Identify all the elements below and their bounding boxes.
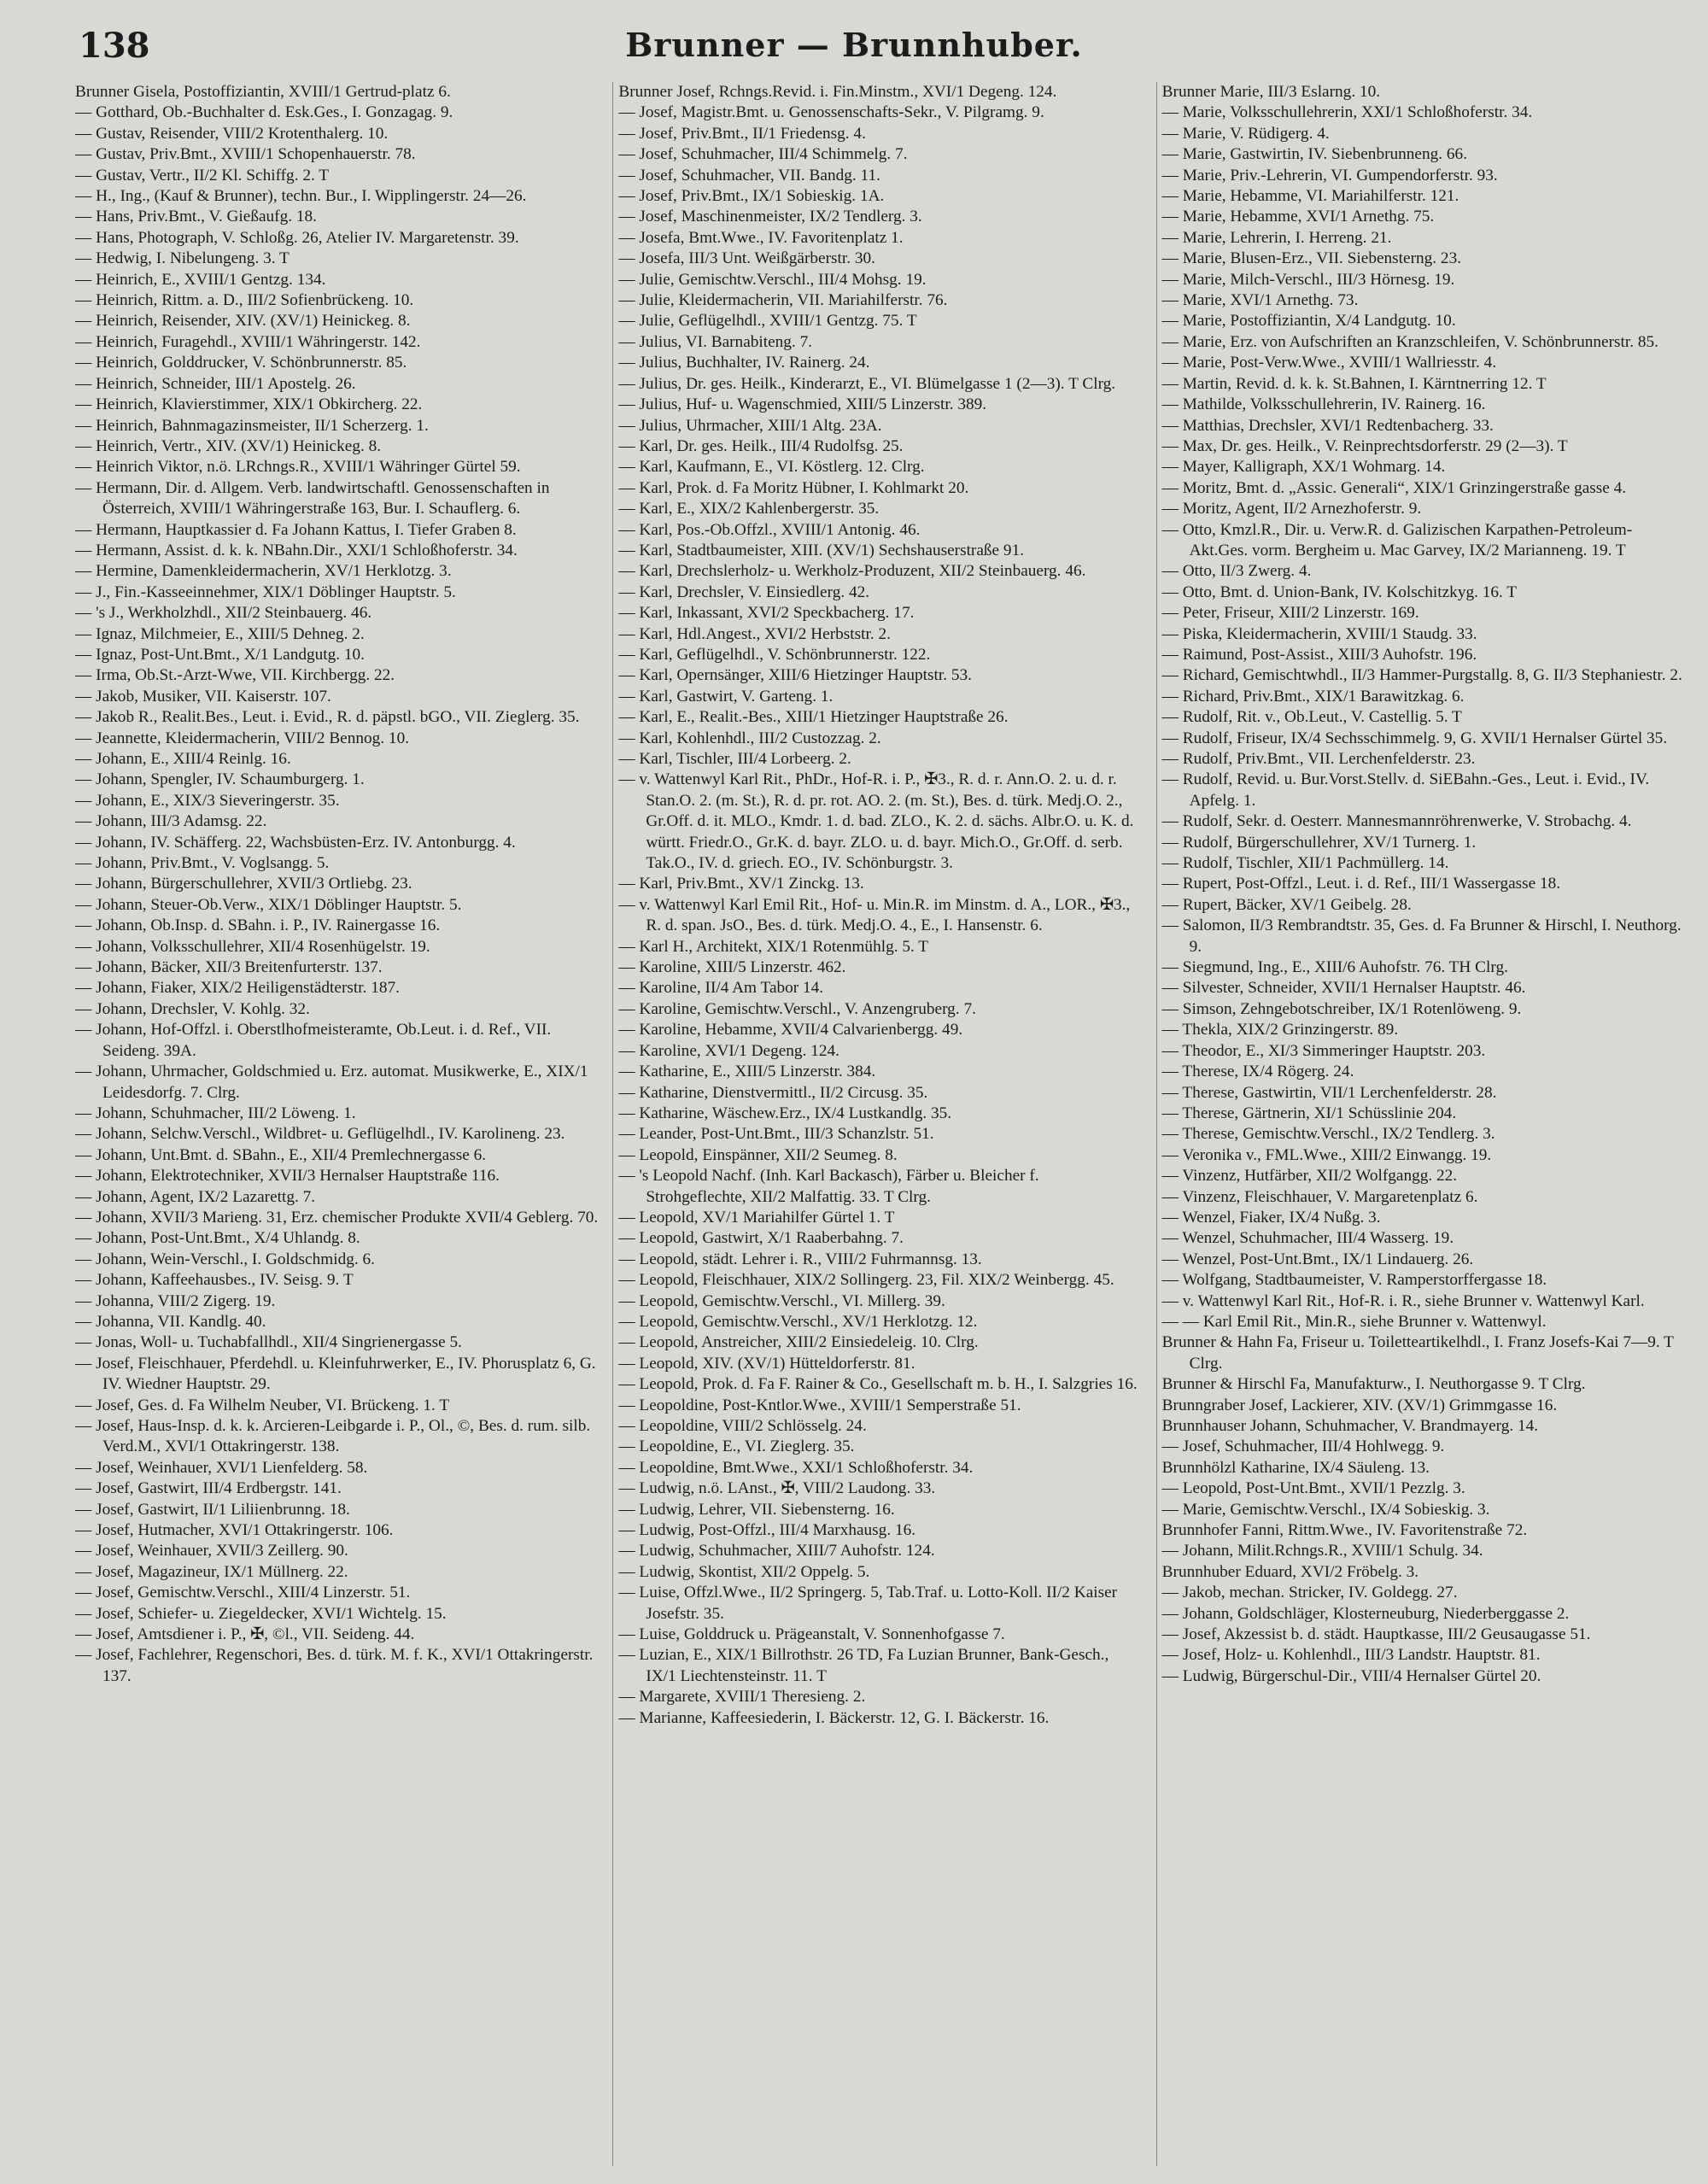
directory-entry: — Julius, Buchhalter, IV. Rainerg. 24. (618, 354, 870, 372)
directory-entry: — Johann, III/3 Adamsg. 22. (75, 812, 267, 831)
directory-entry: — Karl, Priv.Bmt., XV/1 Zinckg. 13. (618, 875, 864, 893)
directory-entry: — Jakob, mechan. Stricker, IV. Goldegg. 27. (1161, 1584, 1458, 1602)
directory-entry: Brunnhuber Eduard, XVI/2 Fröbelg. 3. (1161, 1562, 1419, 1581)
directory-entry: — Julie, Gemischtw.Verschl., III/4 Mohsg. 19. (618, 270, 927, 289)
directory-entry: — Karl, Gastwirt, V. Garteng. 1. (618, 687, 834, 706)
directory-entry: — Johanna, VIII/2 Zigerg. 19. (75, 1291, 276, 1310)
directory-entry: — Karl, E., Realit.-Bes., XIII/1 Hietzinger Hauptstraße 26. (618, 708, 1009, 727)
directory-entry: — Marie, Hebamme, VI. Mariahilferstr. 121. (1161, 187, 1459, 206)
directory-entry: — Heinrich, Golddrucker, V. Schönbrunnerstr. 85. (75, 354, 407, 372)
directory-entry: — Heinrich, Schneider, III/1 Apostelg. 26. (75, 374, 356, 393)
directory-entry: — Rudolf, Friseur, IX/4 Sechsschimmelg. 9, G. XVII/1 Hernalser Gürtel 35. (1161, 729, 1668, 747)
directory-entry: Brunner Marie, III/3 Eslarng. 10. (1161, 83, 1381, 101)
directory-entry: — Hans, Priv.Bmt., V. Gießaufg. 18. (75, 208, 317, 226)
directory-entry: — Johann, Unt.Bmt. d. SBahn., E., XII/4 Premlechnergasse 6. (75, 1145, 487, 1164)
directory-entry: — Gotthard, Ob.-Buchhalter d. Esk.Ges., I. Gonzagag. 9. (75, 103, 453, 122)
directory-entry: — Josef, Priv.Bmt., IX/1 Sobieskig. 1A. (618, 187, 885, 206)
directory-entry: — Johann, Kaffeehausbes., IV. Seisg. 9. T (75, 1271, 354, 1290)
directory-entry: — Karoline, XIII/5 Linzerstr. 462. (618, 958, 846, 977)
directory-entry: — Johann, IV. Schäfferg. 22, Wachsbüsten-Erz. IV. Antonburgg. 4. (75, 833, 516, 852)
directory-entry: — Johann, Drechsler, V. Kohlg. 32. (75, 999, 310, 1018)
directory-entry: — Leopoldine, Bmt.Wwe., XXI/1 Schloßhoferstr. 34. (618, 1458, 974, 1477)
directory-entry: — Ignaz, Milchmeier, E., XIII/5 Dehneg. 2. (75, 624, 365, 643)
directory-entry: — Wenzel, Fiaker, IX/4 Nußg. 3. (1161, 1208, 1381, 1227)
directory-entry: — Margarete, XVIII/1 Theresieng. 2. (618, 1688, 866, 1707)
directory-entry: — Karl, Drechslerholz- u. Werkholz-Produzent, XII/2 Steinbauerg. 46. (618, 562, 1086, 581)
column-3 (1156, 82, 1686, 2166)
directory-entry: — Julius, VI. Barnabiteng. 7. (618, 332, 813, 351)
directory-entry: — Karl H., Architekt, XIX/1 Rotenmühlg. 5. T (618, 937, 929, 956)
directory-entry: — Marie, Hebamme, XVI/1 Arnethg. 75. (1161, 208, 1435, 226)
directory-entry: — Karl, Prok. d. Fa Moritz Hübner, I. Kohlmarkt 20. (618, 478, 969, 497)
directory-entry: — Julius, Uhrmacher, XIII/1 Altg. 23A. (618, 416, 882, 435)
directory-entry: Brunnhofer Fanni, Rittm.Wwe., IV. Favoritenstraße 72. (1161, 1521, 1528, 1540)
directory-entry: — Karl, Pos.-Ob.Offzl., XVIII/1 Antonig. 46. (618, 520, 921, 539)
directory-entry: — Josefa, Bmt.Wwe., IV. Favoritenplatz 1. (618, 228, 904, 247)
directory-entry: — Heinrich, Furagehdl., XVIII/1 Währingerstr. 142. (75, 332, 421, 351)
directory-entry: — Johann, Bäcker, XII/3 Breitenfurterstr. 137. (75, 958, 383, 977)
directory-entry: — Rupert, Bäcker, XV/1 Geibelg. 28. (1161, 895, 1412, 914)
directory-entry: — Marie, Postoffiziantin, X/4 Landgutg. 10. (1161, 312, 1456, 331)
directory-entry: — Johann, XVII/3 Marieng. 31, Erz. chemischer Produkte XVII/4 Geblerg. 70. (75, 1208, 599, 1227)
directory-entry: — Therese, Gastwirtin, VII/1 Lerchenfelderstr. 28. (1161, 1083, 1497, 1102)
directory-entry: — Rudolf, Priv.Bmt., VII. Lerchenfelderstr. 23. (1161, 750, 1476, 768)
directory-entry: — Leopold, XIV. (XV/1) Hütteldorferstr. 81. (618, 1354, 915, 1373)
directory-entry: — Jonas, Woll- u. Tuchabfallhdl., XII/4 Singrienergasse 5. (75, 1333, 462, 1352)
directory-entry: — Moritz, Agent, II/2 Arnezhoferstr. 9. (1161, 500, 1422, 518)
directory-entry: — Karl, Opernsänger, XIII/6 Hietzinger Hauptstr. 53. (618, 666, 972, 685)
directory-entry: — — Karl Emil Rit., Min.R., siehe Brunner v. Wattenwyl. (1161, 1312, 1547, 1331)
directory-entry: — Ludwig, Skontist, XII/2 Oppelg. 5. (618, 1562, 870, 1581)
directory-entry: — Josef, Weinhauer, XVI/1 Lienfelderg. 58. (75, 1458, 368, 1477)
directory-entry: — Siegmund, Ing., E., XIII/6 Auhofstr. 76. TH Clrg. (1161, 958, 1508, 977)
directory-entry: — Marie, Blusen-Erz., VII. Siebensterng. 23. (1161, 249, 1462, 268)
directory-entry: — Leopold, Gemischtw.Verschl., VI. Millerg. 39. (618, 1291, 945, 1310)
directory-entry: — Simson, Zehngebotschreiber, IX/1 Rotenlöweng. 9. (1161, 999, 1522, 1018)
directory-entry: — Josef, Gastwirt, II/1 Liliienbrunng. 18. (75, 1500, 350, 1519)
directory-entry: Brunnhauser Johann, Schuhmacher, V. Brandmayerg. 14. (1161, 1417, 1539, 1435)
directory-entry: — Martin, Revid. d. k. k. St.Bahnen, I. Kärntnerring 12. T (1161, 374, 1547, 393)
directory-entry: — Karoline, Gemischtw.Verschl., V. Anzengruberg. 7. (618, 999, 976, 1018)
directory-entry: — Karl, Kaufmann, E., VI. Köstlerg. 12. Clrg. (618, 458, 925, 477)
directory-entry: — Josef, Priv.Bmt., II/1 Friedensg. 4. (618, 124, 866, 143)
directory-entry: — Hans, Photograph, V. Schloßg. 26, Atelier IV. Margaretenstr. 39. (75, 228, 519, 247)
directory-entry: — Johann, Priv.Bmt., V. Voglsangg. 5. (75, 854, 330, 873)
directory-entry: — Leopold, Gemischtw.Verschl., XV/1 Herklotzg. 12. (618, 1312, 978, 1331)
directory-entry: — Vinzenz, Fleischhauer, V. Margaretenplatz 6. (1161, 1187, 1478, 1206)
directory-entry: — Theodor, E., XI/3 Simmeringer Hauptstr. 203. (1161, 1041, 1486, 1060)
directory-entry: — Rudolf, Tischler, XII/1 Pachmüllerg. 14. (1161, 854, 1449, 873)
column-2 (612, 82, 1142, 2166)
directory-entry: — Leopold, XV/1 Mariahilfer Gürtel 1. T (618, 1208, 895, 1227)
directory-entry: — Josef, Magazineur, IX/1 Müllnerg. 22. (75, 1562, 348, 1581)
directory-entry: — Leopoldine, Post-Kntlor.Wwe., XVIII/1 Semperstraße 51. (618, 1396, 1021, 1414)
directory-entry: — Silvester, Schneider, XVII/1 Hernalser Hauptstr. 46. (1161, 979, 1526, 998)
directory-entry: — Leopoldine, E., VI. Zieglerg. 35. (618, 1437, 855, 1456)
directory-entry: — Marie, Volksschullehrerin, XXI/1 Schloßhoferstr. 34. (1161, 103, 1533, 122)
directory-entry: — Luise, Offzl.Wwe., II/2 Springerg. 5, Tab.Traf. u. Lotto-Koll. II/2 Kaiser Josefstr. 35. (618, 1584, 1118, 1623)
directory-entry: — Josef, Schuhmacher, VII. Bandg. 11. (618, 166, 880, 184)
column-1 (75, 82, 599, 2166)
columns (75, 82, 1686, 2166)
directory-entry: — H., Ing., (Kauf & Brunner), techn. Bur., I. Wipplingerstr. 24—26. (75, 187, 527, 206)
directory-entry: — Rudolf, Bürgerschullehrer, XV/1 Turnerg. 1. (1161, 833, 1477, 852)
directory-entry: — Karoline, XVI/1 Degeng. 124. (618, 1041, 839, 1060)
directory-entry: — Karl, Inkassant, XVI/2 Speckbacherg. 17. (618, 604, 915, 623)
directory-entry: — Johann, Elektrotechniker, XVII/3 Hernalser Hauptstraße 116. (75, 1167, 500, 1186)
directory-entry: — Marie, Post-Verw.Wwe., XVIII/1 Wallriesstr. 4. (1161, 354, 1497, 372)
directory-entry: — Josef, Fleischhauer, Pferdehdl. u. Kleinfuhrwerker, E., IV. Phorusplatz 6, G. IV. Wiedner Hauptstr. 29. (75, 1354, 596, 1394)
directory-entry: — Marie, Gemischtw.Verschl., IX/4 Sobieskig. 3. (1161, 1500, 1490, 1519)
directory-entry: — Johann, E., XIX/3 Sieveringerstr. 35. (75, 791, 340, 810)
directory-entry: — 's Leopold Nachf. (Inh. Karl Backasch), Färber u. Bleicher f. Strohgeflechte, XII/2 Malfattig. 33. T Clrg. (618, 1167, 1039, 1206)
directory-entry: — Marie, Erz. von Aufschriften an Kranzschleifen, V. Schönbrunnerstr. 85. (1161, 332, 1658, 351)
directory-entry: — Heinrich, Vertr., XIV. (XV/1) Heinickeg. 8. (75, 436, 382, 455)
directory-entry: — Leopold, städt. Lehrer i. R., VIII/2 Fuhrmannsg. 13. (618, 1250, 982, 1268)
directory-entry: — Josef, Ges. d. Fa Wilhelm Neuber, VI. Brückeng. 1. T (75, 1396, 450, 1414)
directory-entry: — Matthias, Drechsler, XVI/1 Redtenbacherg. 33. (1161, 416, 1494, 435)
directory-entry: — Johann, Hof-Offzl. i. Oberstlhofmeisteramte, Ob.Leut. i. d. Ref., VII. Seideng. 39A. (75, 1021, 552, 1060)
directory-entry: — Marianne, Kaffeesiederin, I. Bäckerstr. 12, G. I. Bäckerstr. 16. (618, 1708, 1050, 1727)
directory-entry: — Peter, Friseur, XIII/2 Linzerstr. 169. (1161, 604, 1419, 623)
directory-entry: — Salomon, II/3 Rembrandtstr. 35, Ges. d. Fa Brunner & Hirschl, I. Neuthorg. 9. (1161, 916, 1682, 956)
directory-entry: — Karl, Drechsler, V. Einsiedlerg. 42. (618, 583, 870, 601)
directory-entry: Brunner Gisela, Postoffiziantin, XVIII/1 Gertrud-platz 6. (75, 83, 451, 101)
directory-entry: — Hermine, Damenkleidermacherin, XV/1 Herklotzg. 3. (75, 562, 452, 581)
directory-entry: — Otto, Kmzl.R., Dir. u. Verw.R. d. Galizischen Karpathen-Petroleum-Akt.Ges. vorm. Bergheim u. Mac Garvey, IX/2 Marianneng. 19. T (1161, 520, 1633, 559)
directory-entry: — Ludwig, Lehrer, VII. Siebensterng. 16. (618, 1500, 895, 1519)
directory-entry: — Irma, Ob.St.-Arzt-Wwe, VII. Kirchbergg. 22. (75, 666, 395, 685)
directory-entry: — Heinrich Viktor, n.ö. LRchngs.R., XVIII/1 Währinger Gürtel 59. (75, 458, 521, 477)
directory-entry: — Gustav, Priv.Bmt., XVIII/1 Schopenhauerstr. 78. (75, 145, 416, 164)
directory-entry: — Karl, E., XIX/2 Kahlenbergerstr. 35. (618, 500, 880, 518)
directory-entry: — Julie, Kleidermacherin, VII. Mariahilferstr. 76. (618, 291, 948, 310)
directory-entry: — Johann, E., XIII/4 Reinlg. 16. (75, 750, 291, 768)
directory-entry: — Josef, Haus-Insp. d. k. k. Arcieren-Leibgarde i. P., Ol., ©, Bes. d. rum. silb. Verd.M., XVI/1 Ottakringerstr. 138. (75, 1417, 591, 1456)
directory-entry: — Johann, Selchw.Verschl., Wildbret- u. Geflügelhdl., IV. Karolineng. 23. (75, 1125, 565, 1144)
directory-entry: — Johann, Schuhmacher, III/2 Löweng. 1. (75, 1104, 356, 1122)
directory-entry: — Johann, Milit.Rchngs.R., XVIII/1 Schulg. 34. (1161, 1542, 1483, 1560)
directory-entry: — Hermann, Assist. d. k. k. NBahn.Dir., XXI/1 Schloßhoferstr. 34. (75, 541, 518, 559)
directory-entry: — Josef, Weinhauer, XVII/3 Zeillerg. 90. (75, 1542, 348, 1560)
directory-entry: — Leopold, Gastwirt, X/1 Raaberbahng. 7. (618, 1229, 904, 1248)
directory-entry: — Wenzel, Schuhmacher, III/4 Wasserg. 19. (1161, 1229, 1454, 1248)
directory-entry: — Wolfgang, Stadtbaumeister, V. Ramperstorffergasse 18. (1161, 1271, 1547, 1290)
directory-entry: — Thekla, XIX/2 Grinzingerstr. 89. (1161, 1021, 1399, 1039)
running-head: Brunner — Brunnhuber. (625, 26, 1083, 64)
directory-entry: Brunnhölzl Katharine, IX/4 Säuleng. 13. (1161, 1458, 1430, 1477)
directory-entry: — Rupert, Post-Offzl., Leut. i. d. Ref., III/1 Wassergasse 18. (1161, 875, 1561, 893)
directory-entry: — Leopold, Prok. d. Fa F. Rainer & Co., Gesellschaft m. b. H., I. Salzgries 16. (618, 1375, 1138, 1394)
directory-entry: — Johann, Bürgerschullehrer, XVII/3 Ortliebg. 23. (75, 875, 412, 893)
directory-entry: — Johann, Spengler, IV. Schaumburgerg. 1. (75, 770, 365, 789)
directory-entry: — Marie, Gastwirtin, IV. Siebenbrunneng. 66. (1161, 145, 1468, 164)
directory-entry: — Heinrich, Reisender, XIV. (XV/1) Heinickeg. 8. (75, 312, 411, 331)
directory-entry: — Karoline, II/4 Am Tabor 14. (618, 979, 824, 998)
directory-entry: — Heinrich, E., XVIII/1 Gentzg. 134. (75, 270, 326, 289)
directory-entry: — Josef, Holz- u. Kohlenhdl., III/3 Landstr. Hauptstr. 81. (1161, 1646, 1541, 1665)
directory-entry: — Veronika v., FML.Wwe., XIII/2 Einwangg. 19. (1161, 1145, 1492, 1164)
directory-entry: — Leander, Post-Unt.Bmt., III/3 Schanzlstr. 51. (618, 1125, 934, 1144)
page-header (0, 26, 1708, 77)
directory-entry: — Josef, Hutmacher, XVI/1 Ottakringerstr. 106. (75, 1521, 394, 1540)
directory-entry: Brunner Josef, Rchngs.Revid. i. Fin.Minstm., XVI/1 Degeng. 124. (618, 83, 1057, 101)
directory-entry: — Hermann, Dir. d. Allgem. Verb. landwirtschaftl. Genossenschaften in Österreich, XVIII/1 Währingerstraße 163, Bur. I. Schauflerg. 6. (75, 478, 550, 518)
directory-entry: — 's J., Werkholzhdl., XII/2 Steinbauerg. 46. (75, 604, 372, 623)
directory-entry: — Rudolf, Revid. u. Bur.Vorst.Stellv. d. SiEBahn.-Ges., Leut. i. Evid., IV. Apfelg. 1. (1161, 770, 1650, 810)
directory-entry: — Johann, Uhrmacher, Goldschmied u. Erz. automat. Musikwerke, E., XIX/1 Leidesdorfg. 7. Clrg. (75, 1063, 588, 1102)
directory-entry: — Josef, Schuhmacher, III/4 Hohlwegg. 9. (1161, 1437, 1445, 1456)
directory-entry: — Raimund, Post-Assist., XIII/3 Auhofstr. 196. (1161, 645, 1477, 664)
directory-entry: — Leopold, Post-Unt.Bmt., XVII/1 Pezzlg. 3. (1161, 1479, 1465, 1498)
directory-entry: — Heinrich, Klavierstimmer, XIX/1 Obkircherg. 22. (75, 395, 423, 414)
directory-entry: — Piska, Kleidermacherin, XVIII/1 Staudg. 33. (1161, 624, 1477, 643)
directory-entry: — Otto, Bmt. d. Union-Bank, IV. Kolschitzkyg. 16. T (1161, 583, 1518, 601)
directory-entry: — Josefa, III/3 Unt. Weißgärberstr. 30. (618, 249, 875, 268)
directory-entry: — Gustav, Vertr., II/2 Kl. Schiffg. 2. T (75, 166, 330, 184)
directory-entry: — Karoline, Hebamme, XVII/4 Calvarienbergg. 49. (618, 1021, 963, 1039)
directory-entry: — Gustav, Reisender, VIII/2 Krotenthalerg. 10. (75, 124, 389, 143)
directory-entry: — Moritz, Bmt. d. „Assic. Generali“, XIX/1 Grinzingerstraße gasse 4. (1161, 478, 1627, 497)
directory-entry: — Ignaz, Post-Unt.Bmt., X/1 Landgutg. 10. (75, 645, 366, 664)
directory-entry: — Ludwig, Post-Offzl., III/4 Marxhausg. 16. (618, 1521, 916, 1540)
directory-entry: — Josef, Magistr.Bmt. u. Genossenschafts-Sekr., V. Pilgramg. 9. (618, 103, 1044, 122)
directory-entry: — Josef, Amtsdiener i. P., ✠, ©l., VII. Seideng. 44. (75, 1625, 415, 1644)
directory-entry: — Josef, Akzessist b. d. städt. Hauptkasse, III/2 Geusaugasse 51. (1161, 1625, 1591, 1644)
directory-entry: — Marie, Priv.-Lehrerin, VI. Gumpendorferstr. 93. (1161, 166, 1498, 184)
directory-entry: — Ludwig, Bürgerschul-Dir., VIII/4 Hernalser Gürtel 20. (1161, 1666, 1541, 1685)
directory-entry: — v. Wattenwyl Karl Rit., Hof-R. i. R., siehe Brunner v. Wattenwyl Karl. (1161, 1291, 1645, 1310)
directory-entry: — Leopold, Anstreicher, XIII/2 Einsiedeleig. 10. Clrg. (618, 1333, 979, 1352)
directory-entry: — Therese, Gemischtw.Verschl., IX/2 Tendlerg. 3. (1161, 1125, 1495, 1144)
page-number: 138 (79, 26, 150, 66)
directory-entry: — Heinrich, Bahnmagazinsmeister, II/1 Scherzerg. 1. (75, 416, 429, 435)
directory-entry: — Richard, Gemischtwhdl., II/3 Hammer-Purgstallg. 8, G. II/3 Stephaniestr. 2. (1161, 666, 1682, 685)
directory-entry: — Karl, Stadtbaumeister, XIII. (XV/1) Sechshauserstraße 91. (618, 541, 1025, 559)
directory-entry: — Marie, V. Rüdigerg. 4. (1161, 124, 1330, 143)
directory-entry: — Josef, Schiefer- u. Ziegeldecker, XVI/1 Wichtelg. 15. (75, 1604, 447, 1623)
directory-entry: — Karl, Dr. ges. Heilk., III/4 Rudolfsg. 25. (618, 436, 904, 455)
directory-entry: — Josef, Gemischtw.Verschl., XIII/4 Linzerstr. 51. (75, 1584, 411, 1602)
directory-entry: — Marie, Lehrerin, I. Herreng. 21. (1161, 228, 1392, 247)
directory-entry: Brunner & Hirschl Fa, Manufakturw., I. Neuthorgasse 9. T Clrg. (1161, 1375, 1586, 1394)
directory-entry: — Johann, Wein-Verschl., I. Goldschmidg. 6. (75, 1250, 375, 1268)
directory-entry: — Ludwig, n.ö. LAnst., ✠, VIII/2 Laudong. 33. (618, 1479, 936, 1498)
directory-entry: — Karl, Geflügelhdl., V. Schönbrunnerstr. 122. (618, 645, 931, 664)
directory-entry: — Max, Dr. ges. Heilk., V. Reinprechtsdorferstr. 29 (2—3). T (1161, 436, 1568, 455)
directory-entry: — Katharine, E., XIII/5 Linzerstr. 384. (618, 1063, 876, 1081)
directory-entry: — Vinzenz, Hutfärber, XII/2 Wolfgangg. 22. (1161, 1167, 1458, 1186)
directory-entry: — Jakob R., Realit.Bes., Leut. i. Evid., R. d. päpstl. bGO., VII. Zieglerg. 35. (75, 708, 580, 727)
directory-entry: — Johann, Goldschläger, Klosterneuburg, Niederberggasse 2. (1161, 1604, 1570, 1623)
directory-entry: — Heinrich, Rittm. a. D., III/2 Sofienbrückeng. 10. (75, 291, 414, 310)
directory-entry: — Richard, Priv.Bmt., XIX/1 Barawitzkag. 6. (1161, 687, 1465, 706)
directory-entry: — Luise, Golddruck u. Prägeanstalt, V. Sonnenhofgasse 7. (618, 1625, 1005, 1644)
directory-entry: — Julie, Geflügelhdl., XVIII/1 Gentzg. 75. T (618, 312, 917, 331)
directory-entry: — Leopold, Fleischhauer, XIX/2 Sollingerg. 23, Fil. XIX/2 Weinbergg. 45. (618, 1271, 1114, 1290)
directory-entry: — v. Wattenwyl Karl Emil Rit., Hof- u. Min.R. im Minstm. d. A., LOR., ✠3., R. d. span. JsO., Bes. d. türk. Medj.O. 4., E., I. Hansenstr. 6. (618, 895, 1131, 935)
directory-entry: — Marie, Milch-Verschl., III/3 Hörnesg. 19. (1161, 270, 1455, 289)
directory-entry: — Mayer, Kalligraph, XX/1 Wohmarg. 14. (1161, 458, 1446, 477)
directory-entry: — Karl, Hdl.Angest., XVI/2 Herbststr. 2. (618, 624, 891, 643)
directory-entry: — Johann, Volksschullehrer, XII/4 Rosenhügelstr. 19. (75, 937, 430, 956)
directory-entry: — Hedwig, I. Nibelungeng. 3. T (75, 249, 290, 268)
directory-entry: — Johann, Fiaker, XIX/2 Heiligenstädterstr. 187. (75, 979, 400, 998)
directory-entry: — Johann, Agent, IX/2 Lazarettg. 7. (75, 1187, 316, 1206)
directory-entry: — Rudolf, Sekr. d. Oesterr. Mannesmannröhrenwerke, V. Strobachg. 4. (1161, 812, 1632, 831)
directory-entry: — v. Wattenwyl Karl Rit., PhDr., Hof-R. i. P., ✠3., R. d. r. Ann.O. 2. u. d. r. Stan.O. 2. (m. St.), R. d. pr. rot. AO. 2. (m. St.), Bes. d. türk. Medj.O. 2., Gr.Off. d. it. MLO., Kmdr. 1. d. bad. ZLO., K. 2. d. sächs. Albr.O. u. K. d. württ. Friedr.O., Gr.K. d. bayr. ZLO. u. d. bayr. Mich.O., Gr.Off. d. serb. Tak.O., IV. d. griech. EO., IV. Schönburgstr. 3. (618, 770, 1134, 873)
directory-entry: — Therese, IX/4 Rögerg. 24. (1161, 1063, 1354, 1081)
directory-entry: — Therese, Gärtnerin, XI/1 Schüsslinie 204. (1161, 1104, 1457, 1122)
directory-entry: — Mathilde, Volksschullehrerin, IV. Rainerg. 16. (1161, 395, 1486, 414)
directory-entry: — Josef, Maschinenmeister, IX/2 Tendlerg. 3. (618, 208, 922, 226)
directory-entry: Brunngraber Josef, Lackierer, XIV. (XV/1) Grimmgasse 16. (1161, 1396, 1558, 1414)
directory-entry: — J., Fin.-Kasseeinnehmer, XIX/1 Döblinger Hauptstr. 5. (75, 583, 456, 601)
directory-entry: — Ludwig, Schuhmacher, XIII/7 Auhofstr. 124. (618, 1542, 935, 1560)
directory-entry: — Josef, Fachlehrer, Regenschori, Bes. d. türk. M. f. K., XVI/1 Ottakringerstr. 137. (75, 1646, 594, 1685)
directory-entry: — Katharine, Wäschew.Erz., IX/4 Lustkandlg. 35. (618, 1104, 952, 1122)
directory-entry: — Julius, Huf- u. Wagenschmied, XIII/5 Linzerstr. 389. (618, 395, 987, 414)
directory-entry: — Leopold, Einspänner, XII/2 Seumeg. 8. (618, 1145, 898, 1164)
directory-entry: — Karl, Kohlenhdl., III/2 Custozzag. 2. (618, 729, 881, 747)
directory-entry: — Jeannette, Kleidermacherin, VIII/2 Bennog. 10. (75, 729, 410, 747)
directory-entry: — Josef, Gastwirt, III/4 Erdbergstr. 141. (75, 1479, 342, 1498)
directory-entry: — Marie, XVI/1 Arnethg. 73. (1161, 291, 1359, 310)
directory-entry: — Josef, Schuhmacher, III/4 Schimmelg. 7. (618, 145, 908, 164)
directory-entry: Brunner & Hahn Fa, Friseur u. Toiletteartikelhdl., I. Franz Josefs-Kai 7—9. T Clrg. (1161, 1333, 1674, 1373)
directory-entry: — Luzian, E., XIX/1 Billrothstr. 26 TD, Fa Luzian Brunner, Bank-Gesch., IX/1 Liechtensteinstr. 11. T (618, 1646, 1109, 1685)
directory-entry: — Jakob, Musiker, VII. Kaiserstr. 107. (75, 687, 331, 706)
directory-entry: — Wenzel, Post-Unt.Bmt., IX/1 Lindauerg. 26. (1161, 1250, 1474, 1268)
directory-entry: — Johann, Post-Unt.Bmt., X/4 Uhlandg. 8. (75, 1229, 360, 1248)
directory-entry: — Johanna, VII. Kandlg. 40. (75, 1312, 266, 1331)
directory-entry: — Katharine, Dienstvermittl., II/2 Circusg. 35. (618, 1083, 928, 1102)
directory-entry: — Hermann, Hauptkassier d. Fa Johann Kattus, I. Tiefer Graben 8. (75, 520, 517, 539)
directory-entry: — Rudolf, Rit. v., Ob.Leut., V. Castellig. 5. T (1161, 708, 1462, 727)
directory-entry: — Karl, Tischler, III/4 Lorbeerg. 2. (618, 750, 851, 768)
directory-entry: — Otto, II/3 Zwerg. 4. (1161, 562, 1312, 581)
directory-entry: — Julius, Dr. ges. Heilk., Kinderarzt, E., VI. Blümelgasse 1 (2—3). T Clrg. (618, 374, 1116, 393)
directory-entry: — Leopoldine, VIII/2 Schlösselg. 24. (618, 1417, 867, 1435)
directory-entry: — Johann, Steuer-Ob.Verw., XIX/1 Döblinger Hauptstr. 5. (75, 895, 462, 914)
directory-entry: — Johann, Ob.Insp. d. SBahn. i. P., IV. Rainergasse 16. (75, 916, 441, 935)
